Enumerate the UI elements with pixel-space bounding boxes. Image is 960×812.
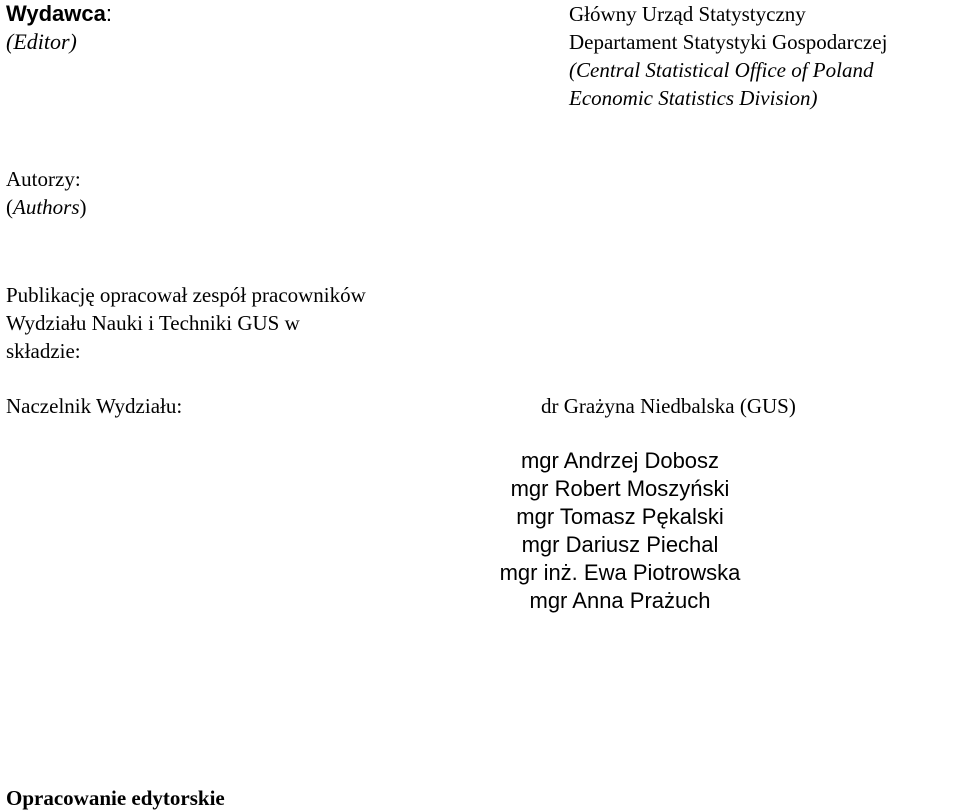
team-member: mgr Anna Prażuch	[529, 588, 711, 613]
head-label: Naczelnik Wydziału:	[6, 394, 183, 418]
team-member: mgr Robert Moszyński	[510, 476, 730, 501]
authors-label-en-close: )	[79, 195, 87, 219]
editor-label-en: (Editor)	[6, 29, 77, 54]
team-member: mgr Tomasz Pękalski	[516, 504, 724, 529]
editor-info	[569, 0, 887, 112]
editor-line-en-2: Economic Statistics Division)	[569, 86, 818, 110]
editor-line-pl-1: Główny Urząd Statystyczny	[569, 2, 806, 26]
authors-label-colon: :	[74, 167, 81, 191]
intro-line: Publikację opracował zespół pracowników	[6, 283, 366, 307]
editorial-heading: Opracowanie edytorskie	[6, 786, 225, 810]
editor-label-colon: :	[105, 1, 112, 26]
intro-paragraph	[6, 281, 366, 365]
editor-line-pl-2: Departament Statystyki Gospodarczej	[569, 30, 888, 54]
authors-label-block	[6, 165, 87, 221]
team-member: mgr Andrzej Dobosz	[520, 448, 720, 473]
editor-line-en-1: (Central Statistical Office of Poland	[569, 58, 874, 82]
authors-label-en: Authors	[13, 195, 80, 219]
team-member: mgr inż. Ewa Piotrowska	[499, 560, 741, 585]
authors-label: Autorzy	[6, 167, 75, 191]
team-member: mgr Dariusz Piechal	[521, 532, 719, 557]
intro-line: Wydziału Nauki i Techniki GUS w	[6, 311, 300, 335]
editor-label: Wydawca	[6, 1, 106, 26]
editor-label-block	[6, 0, 112, 56]
head-name: dr Grażyna Niedbalska (GUS)	[541, 394, 796, 418]
team-list	[477, 447, 763, 615]
intro-line: składzie:	[6, 339, 81, 363]
authors-label-en-open: (	[6, 195, 13, 219]
